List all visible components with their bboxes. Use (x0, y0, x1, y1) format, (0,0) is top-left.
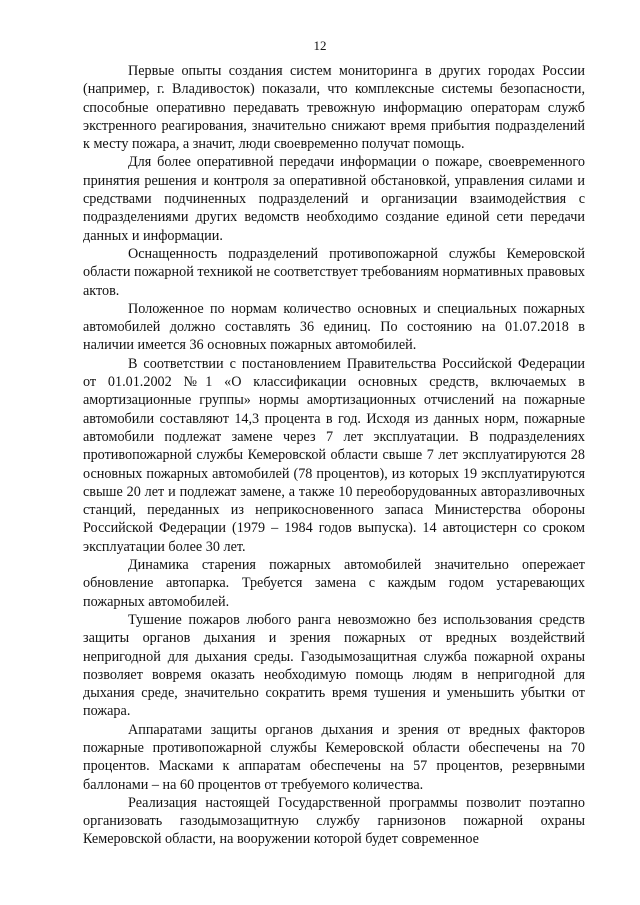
body-text (83, 62, 585, 849)
paragraph: Аппаратами защиты органов дыхания и зрения от вредных факторов пожарные противопожарной службы Кемеровской области обеспечены на 70 процентов. Масками к аппаратам обеспечены на 57 процентов, резервными баллонами – на 60 процентов от требуемого количества. (83, 721, 585, 793)
paragraph: Реализация настоящей Государственной программы позволит поэтапно организовать газодымозащитную службу гарнизонов пожарной охраны Кемеровской области, на вооружении которой будет современное (83, 794, 585, 848)
paragraph: Оснащенность подразделений противопожарной службы Кемеровской области пожарной техникой не соответствует требованиям нормативных правовых актов. (83, 245, 585, 299)
paragraph: В соответствии с постановлением Правительства Российской Федерации от 01.01.2002 №1 «О классификации основных средств, включаемых в амортизационные группы» нормы амортизационных отчислений на пожарные автомобили составляют 14,3 процента в год. Исходя из данных норм, пожарные автомобили подлежат замене через 7 лет эксплуатации. В подразделениях противопожарной службы Кемеровской области свыше 7 лет эксплуатируются 28 основных пожарных автомобилей (78 процентов), из которых 19 эксплуатируются свыше 20 лет и подлежат замене, а также 10 переоборудованных авторазливочных станций, переданных из неприкосновенного запаса Министерства обороны Российской Федерации (1979 – 1984 годов выпуска). 14 автоцистерн со сроком эксплуатации более 30 лет. (83, 355, 585, 555)
paragraph: Тушение пожаров любого ранга невозможно без использования средств защиты органов дыхания и зрения пожарных от вредных воздействий непригодной для дыхания среды. Газодымозащитная служба пожарной охраны позволяет вовремя оказать необходимую помощь людям в непригодной для дыхания среде, значительно сократить время тушения и уменьшить убытки от пожара. (83, 611, 585, 720)
page-number: 12 (313, 38, 327, 53)
paragraph: Для более оперативной передачи информации о пожаре, своевременного принятия решения и контроля за оперативной обстановкой, управления силами и средствами подчиненных подразделений и организации взаимодействия с подразделениями других ведомств необходимо создание единой сети передачи данных и информации. (83, 154, 585, 244)
paragraph: Положенное по нормам количество основных и специальных пожарных автомобилей должно составлять 36 единиц. По состоянию на 01.07.2018 в наличии имеется 36 основных пожарных автомобилей. (83, 300, 585, 354)
paragraph: Динамика старения пожарных автомобилей значительно опережает обновление автопарка. Требуется замена с каждым годом устаревающих пожарных автомобилей. (83, 557, 585, 610)
paragraph: Первые опыты создания систем мониторинга в других городах России (например, г. Владивосток) показали, что комплексные системы безопасности, способные оперативно передавать тревожную информацию операторам служб экстренного реагирования, значительно снижают время прибытия подразделений к месту пожара, а значит, люди своевременно получат помощь. (83, 63, 585, 153)
